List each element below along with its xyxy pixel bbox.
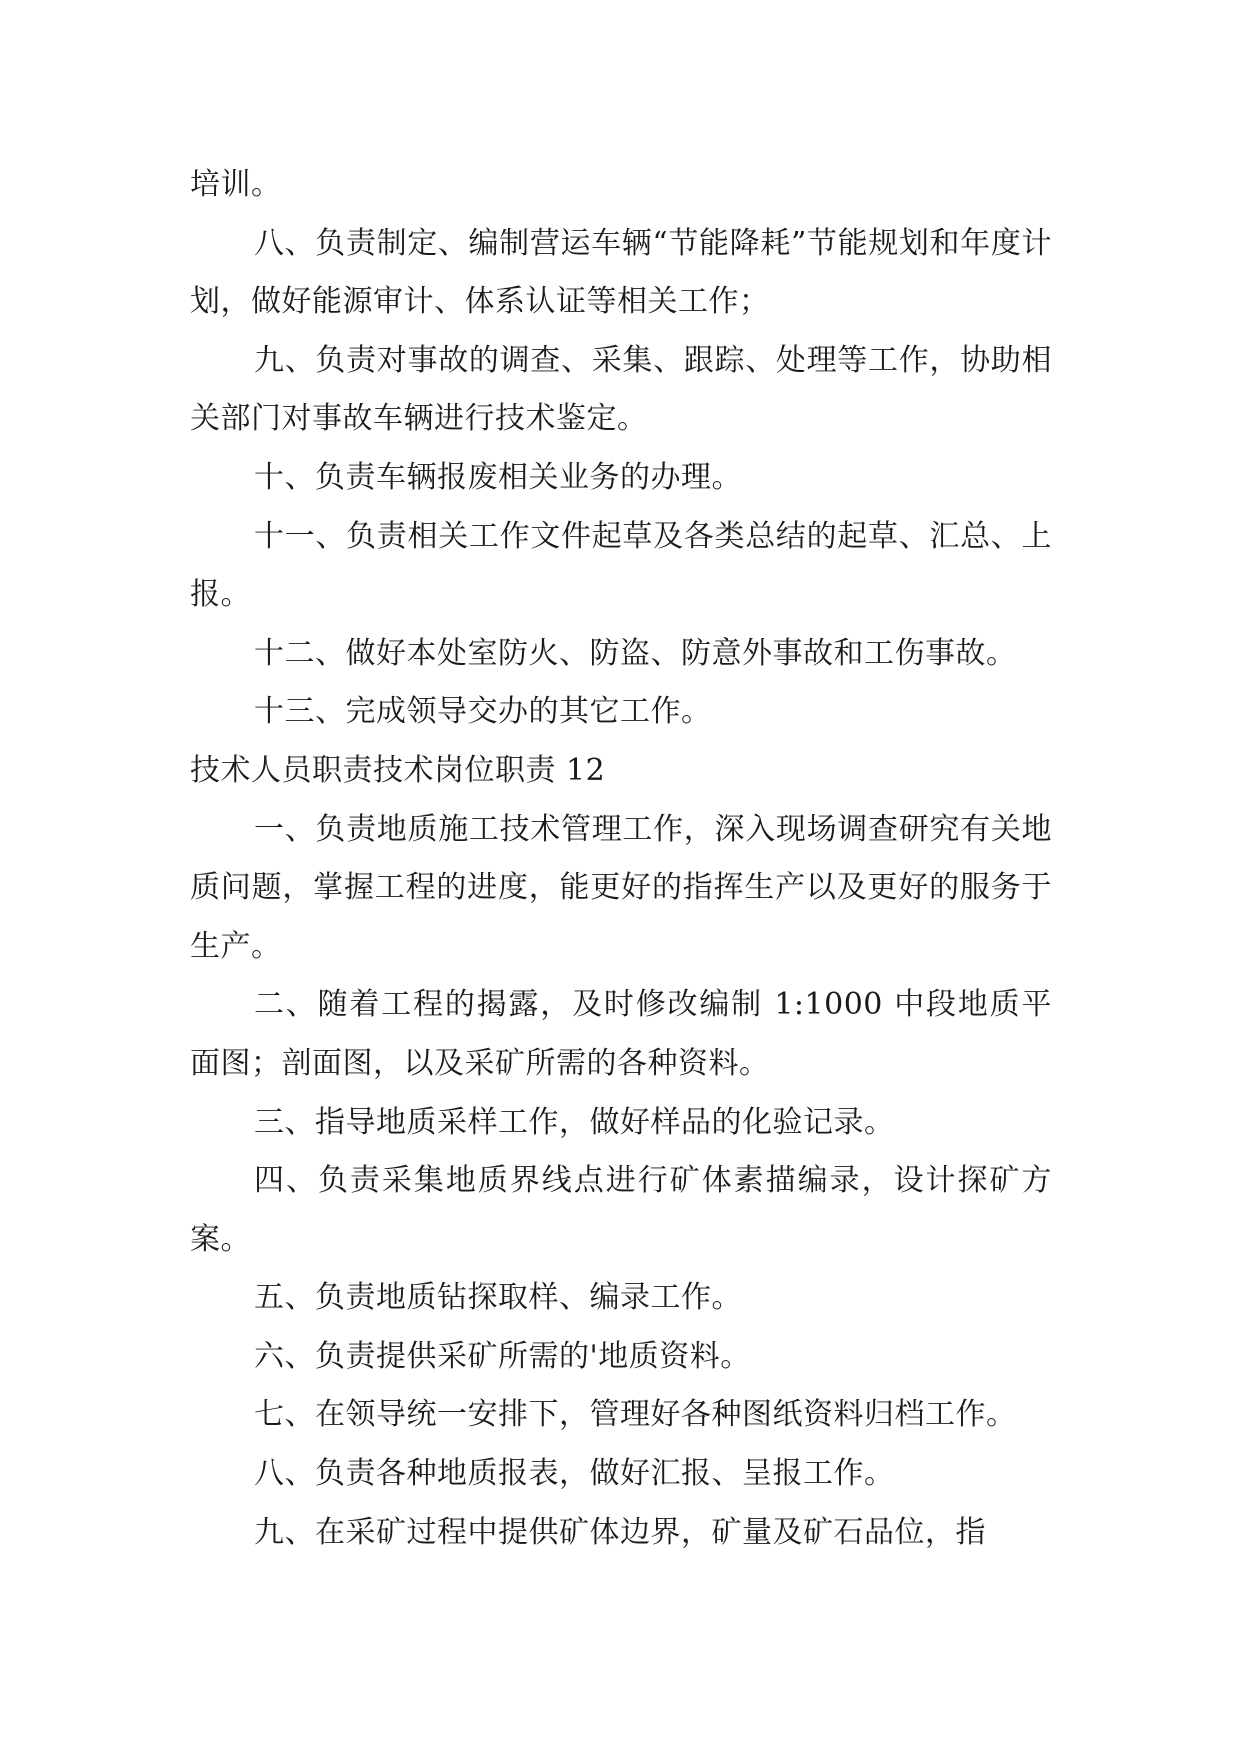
paragraph-4: 十、负责车辆报废相关业务的办理。	[254, 459, 742, 495]
paragraph-15: 七、在领导统一安排下，管理好各种图纸资料归档工作。	[254, 1397, 1017, 1433]
paragraph-10: 二、随着工程的揭露，及时修改编制 1:1000 中段地质平面图；剖面图，以及采矿所需的各种资料。	[190, 987, 1052, 1081]
paragraph-6: 十二、做好本处室防火、防盗、防意外事故和工伤事故。	[254, 635, 1017, 671]
paragraph-16: 八、负责各种地质报表，做好汇报、呈报工作。	[254, 1456, 895, 1492]
paragraph-14: 六、负责提供采矿所需的'地质资料。	[254, 1338, 751, 1374]
document-body	[190, 156, 1052, 1562]
paragraph-9: 一、负责地质施工技术管理工作，深入现场调查研究有关地质问题，掌握工程的进度，能更好的指挥生产以及更好的服务于生产。	[190, 811, 1052, 964]
paragraph-7: 十三、完成领导交办的其它工作。	[254, 694, 712, 730]
paragraph-2: 八、负责制定、编制营运车辆“节能降耗”节能规划和年度计划，做好能源审计、体系认证等相关工作；	[190, 225, 1052, 320]
paragraph-5: 十一、负责相关工作文件起草及各类总结的起草、汇总、上报。	[190, 518, 1052, 613]
paragraph-12: 四、负责采集地质界线点进行矿体素描编录，设计探矿方案。	[190, 1163, 1052, 1257]
paragraph-1: 培训。	[190, 167, 282, 202]
paragraph-11: 三、指导地质采样工作，做好样品的化验记录。	[254, 1104, 895, 1140]
paragraph-13: 五、负责地质钻探取样、编录工作。	[254, 1280, 742, 1316]
section-heading: 技术人员职责技术岗位职责 12	[190, 752, 606, 788]
paragraph-17: 九、在采矿过程中提供矿体边界，矿量及矿石品位，指	[254, 1514, 986, 1550]
paragraph-3: 九、负责对事故的调查、采集、跟踪、处理等工作，协助相关部门对事故车辆进行技术鉴定。	[190, 342, 1052, 437]
